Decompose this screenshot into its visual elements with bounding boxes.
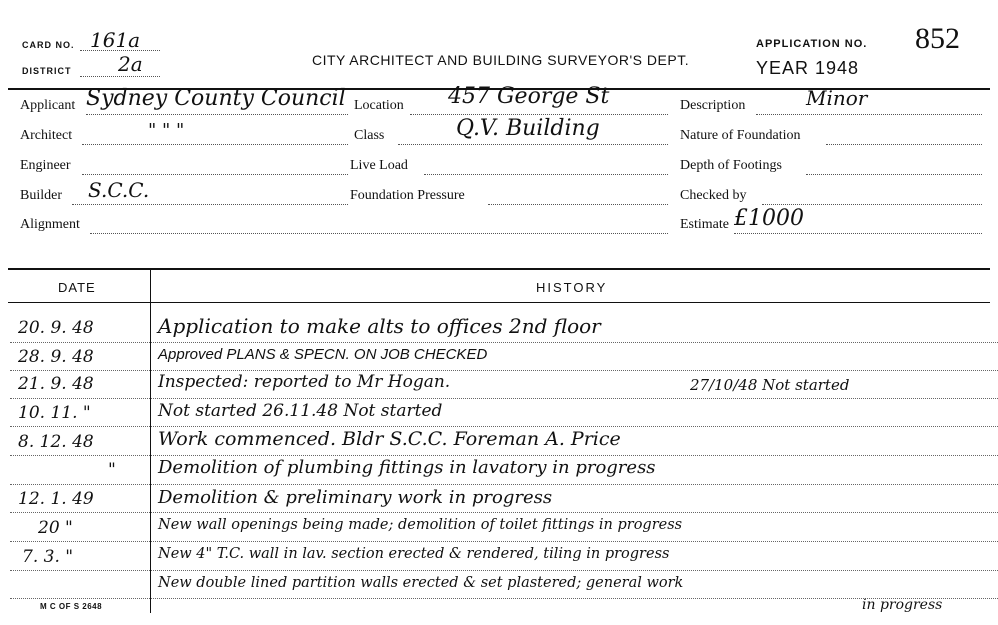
history-entry: Not started 26.11.48 Not started <box>158 401 443 421</box>
row-rule <box>10 598 998 599</box>
history-date: 7. 3. " <box>22 547 74 567</box>
application-number: 852 <box>915 22 960 55</box>
architect-line <box>82 144 348 145</box>
foundation-pressure-label: Foundation Pressure <box>350 188 465 203</box>
location-value: 457 George St <box>448 84 610 109</box>
applicant-value: Sydney County Council <box>86 86 346 111</box>
row-rule <box>10 570 998 571</box>
history-header-rule <box>8 302 990 303</box>
nature-of-foundation-label: Nature of Foundation <box>680 128 801 143</box>
history-entry: Inspected: reported to Mr Hogan. <box>158 372 451 392</box>
history-date: 21. 9. 48 <box>18 374 94 394</box>
checked-line <box>762 204 982 205</box>
history-entry: Work commenced. Bldr S.C.C. Foreman A. Price <box>158 428 621 450</box>
history-date: " <box>108 460 116 480</box>
estimate-line <box>734 233 982 234</box>
application-label: APPLICATION NO. <box>756 38 868 50</box>
history-entry: Demolition of plumbing fittings in lavatory in progress <box>158 457 656 478</box>
row-rule <box>10 426 998 427</box>
checked-by-label: Checked by <box>680 188 747 203</box>
history-column-divider <box>150 268 151 613</box>
row-rule <box>10 512 998 513</box>
history-date: 20. 9. 48 <box>18 318 94 338</box>
class-line <box>398 144 668 145</box>
applicant-line <box>86 114 348 115</box>
district-value: 2a <box>118 52 143 76</box>
location-label: Location <box>354 98 404 113</box>
history-date: 20 " <box>38 518 73 538</box>
date-header: DATE <box>58 280 96 295</box>
history-entry: Demolition & preliminary work in progress <box>158 487 553 508</box>
card-no-value: 161a <box>90 28 141 52</box>
row-rule <box>10 484 998 485</box>
live-load-line <box>424 174 668 175</box>
form-code: M C OF S 2648 <box>40 602 103 611</box>
history-entry: New double lined partition walls erected & set plastered; general work <box>158 575 684 591</box>
depth-of-footings-label: Depth of Footings <box>680 158 782 173</box>
history-date: 10. 11. " <box>18 403 91 423</box>
depth-line <box>806 174 982 175</box>
applicant-label: Applicant <box>20 98 76 113</box>
description-value: Minor <box>806 86 868 110</box>
history-entry: Approved PLANS & SPECN. ON JOB CHECKED <box>158 346 488 363</box>
card-no-label: CARD NO. <box>22 40 75 50</box>
row-rule <box>10 455 998 456</box>
district-line <box>80 76 160 77</box>
alignment-line <box>90 233 668 234</box>
row-rule <box>10 398 998 399</box>
history-header: HISTORY <box>536 280 608 295</box>
card-no-line <box>80 50 160 51</box>
description-line <box>756 114 982 115</box>
live-load-label: Live Load <box>350 158 408 173</box>
history-date: 8. 12. 48 <box>18 432 94 452</box>
year-label: YEAR 1948 <box>756 58 860 78</box>
district-label: DISTRICT <box>22 66 72 76</box>
nature-line <box>826 144 982 145</box>
class-label: Class <box>354 128 385 143</box>
estimate-label: Estimate <box>680 217 729 232</box>
department-title: CITY ARCHITECT AND BUILDING SURVEYOR'S DEPT. <box>312 52 690 68</box>
history-entry-extra: in progress <box>862 597 943 613</box>
history-entry: Application to make alts to offices 2nd floor <box>158 314 601 338</box>
location-line <box>410 114 668 115</box>
architect-label: Architect <box>20 128 73 143</box>
description-label: Description <box>680 98 746 113</box>
history-entry-extra: 27/10/48 Not started <box>690 376 850 394</box>
history-entry: New 4" T.C. wall in lav. section erected & rendered, tiling in progress <box>158 546 670 562</box>
history-entry: New wall openings being made; demolition of toilet fittings in progress <box>158 517 683 533</box>
architect-value: " " " <box>148 120 185 141</box>
row-rule <box>10 342 998 343</box>
row-rule <box>10 370 998 371</box>
foundation-pressure-line <box>488 204 668 205</box>
alignment-label: Alignment <box>20 217 80 232</box>
history-date: 28. 9. 48 <box>18 347 94 367</box>
builder-value: S.C.C. <box>88 178 150 202</box>
history-top-rule <box>8 268 990 270</box>
estimate-value: £1000 <box>734 206 804 231</box>
class-value: Q.V. Building <box>456 116 600 141</box>
builder-line <box>72 204 348 205</box>
history-date: 12. 1. 49 <box>18 489 94 509</box>
row-rule <box>10 541 998 542</box>
engineer-label: Engineer <box>20 158 71 173</box>
engineer-line <box>82 174 348 175</box>
builder-label: Builder <box>20 188 62 203</box>
